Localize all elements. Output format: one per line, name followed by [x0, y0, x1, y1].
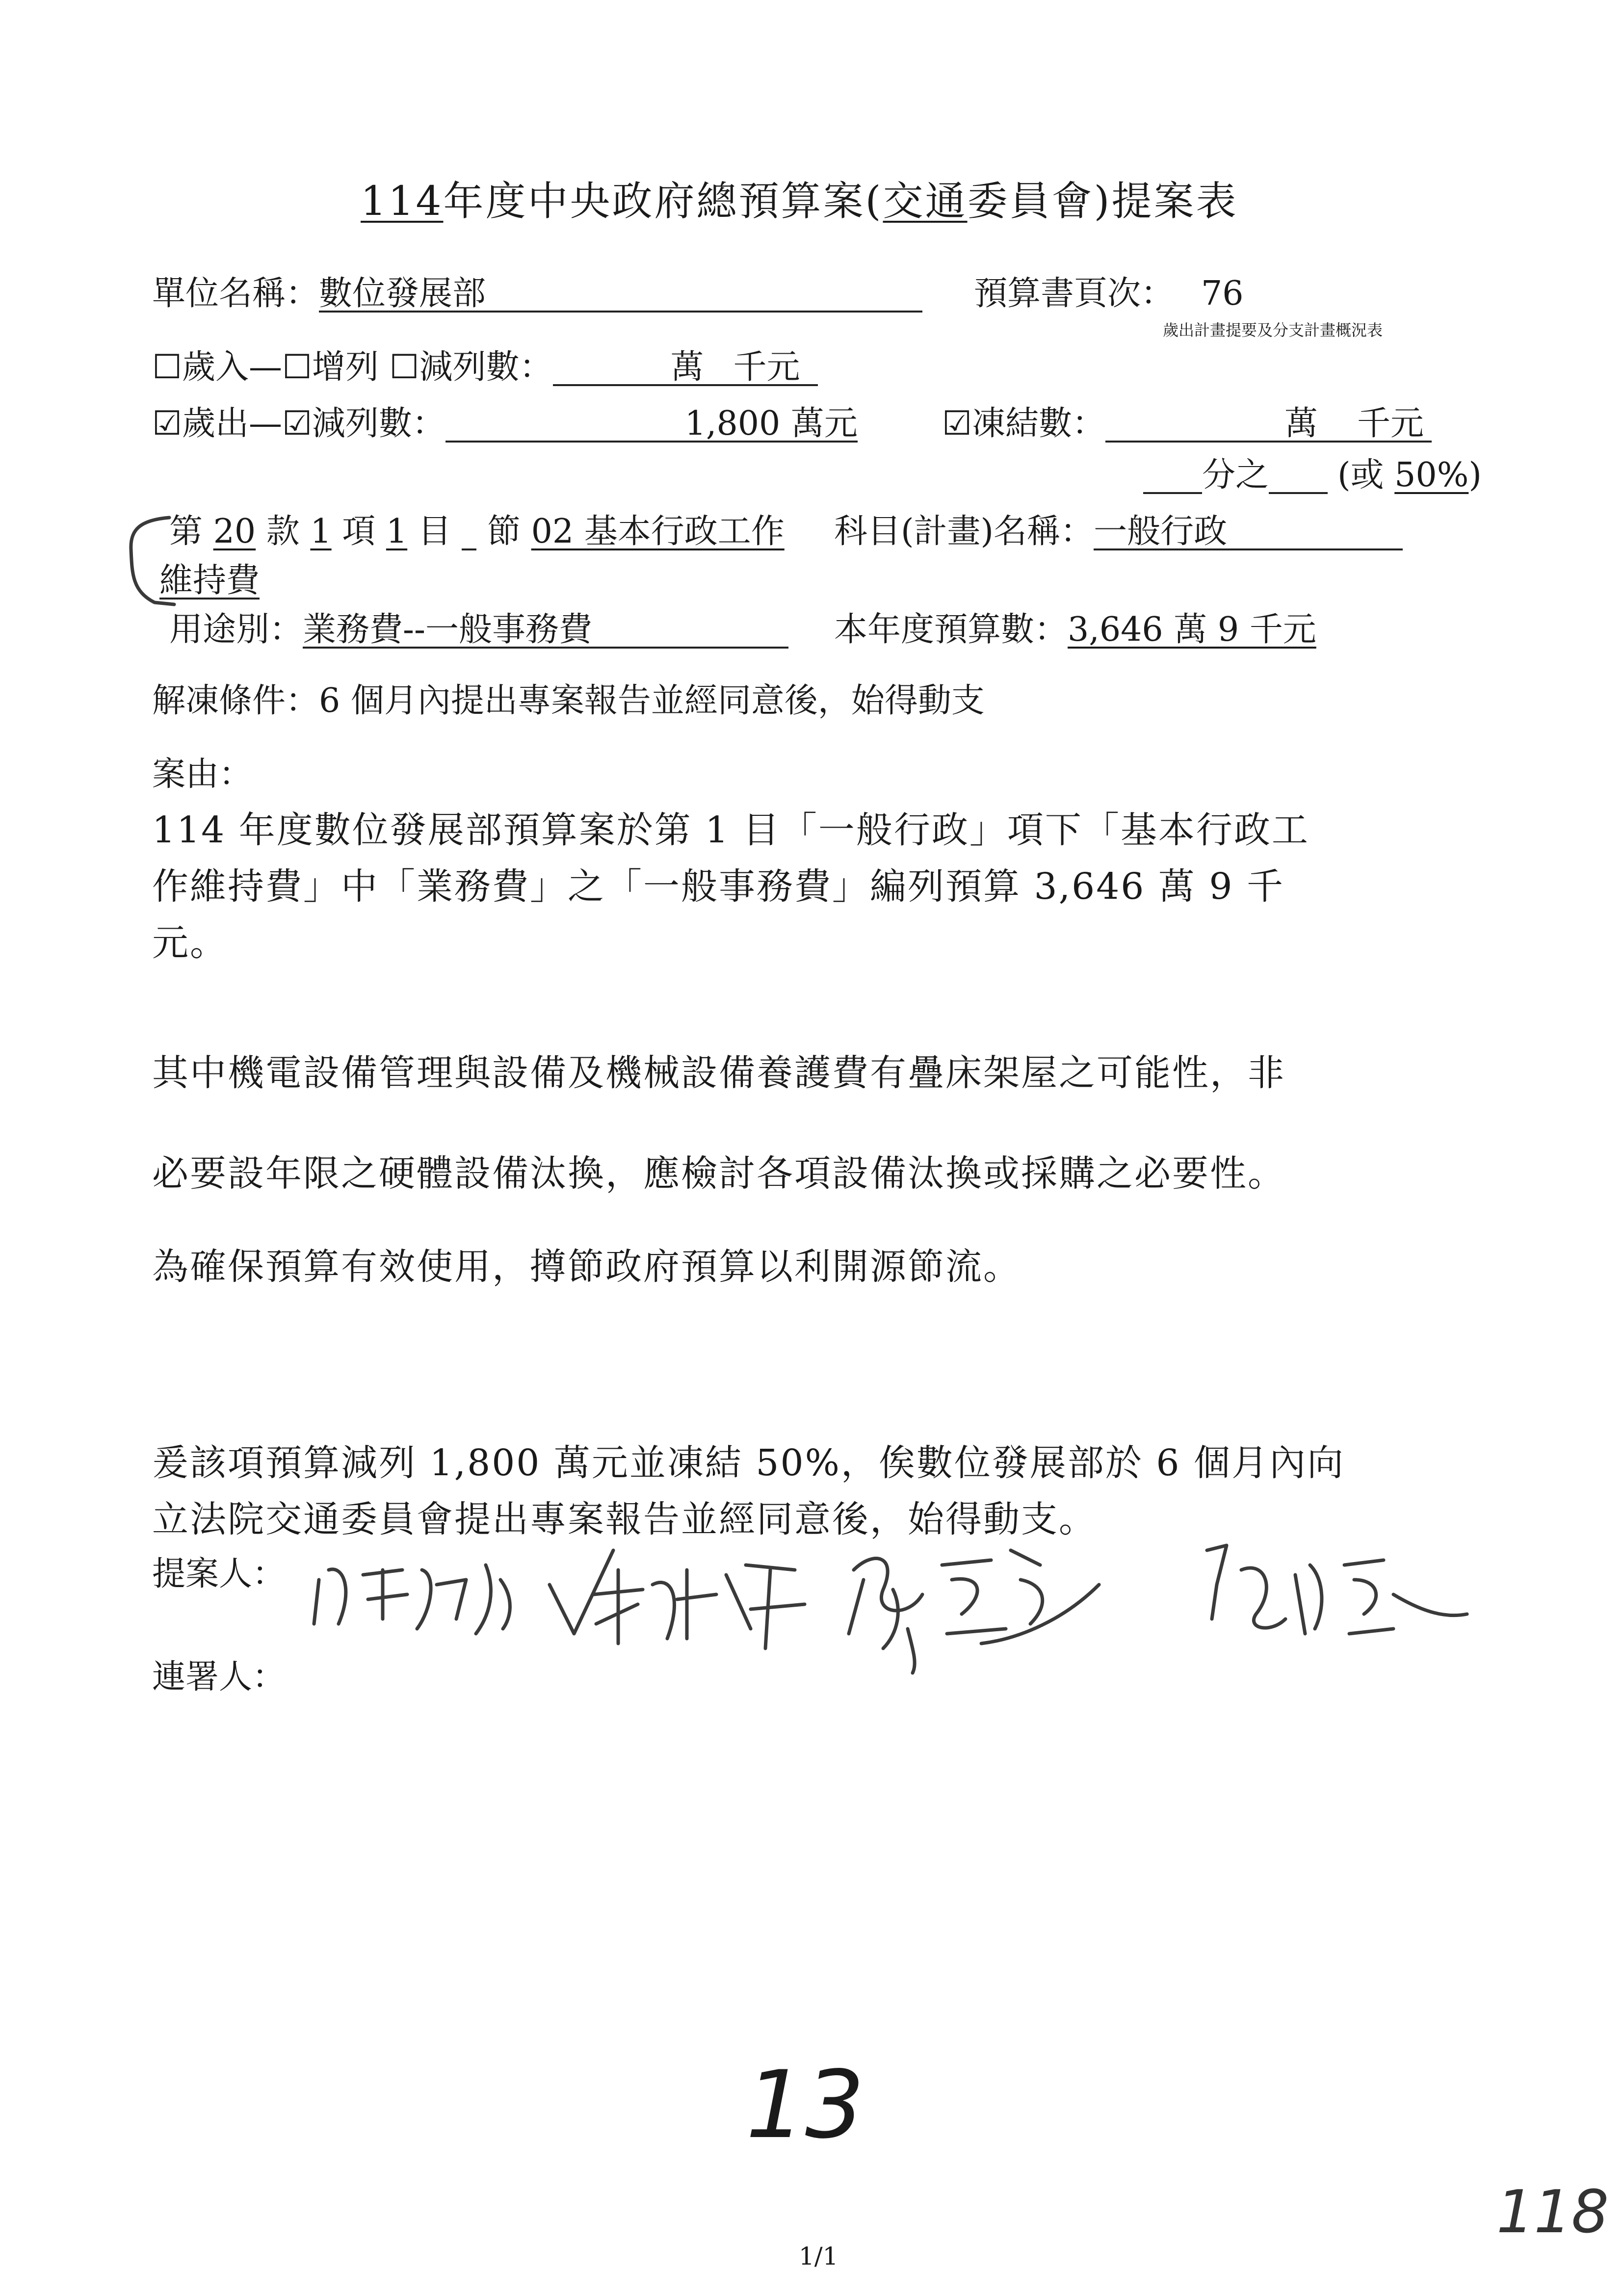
usage-value: 業務費--一般事務費 [303, 613, 788, 649]
proposer-label: 提案人： [152, 1555, 286, 1593]
signature-4 [1187, 1536, 1472, 1648]
reason-line: 立法院交通委員會提出專案報告並經同意後，始得動支。 [152, 1498, 1097, 1540]
freeze-label: ☑凍結數： [942, 404, 1105, 443]
section-row [169, 512, 785, 551]
reason-line: 114 年度數位發展部預算案於第 1 目「一般行政」項下「基本行政工 [152, 809, 1310, 851]
income-qian: 千元 [733, 348, 800, 387]
fraction-close: ) [1468, 456, 1482, 495]
section-mu: 1 [386, 512, 408, 551]
income-row [152, 348, 818, 387]
cosigner-label: 連署人： [152, 1658, 286, 1696]
reason-line: 為確保預算有效使用，撙節政府預算以利開源節流。 [152, 1246, 1021, 1288]
subject-row [834, 512, 1403, 551]
income-text: ☐歲入—☐增列 ☐減列數： [152, 348, 553, 387]
unfreeze-condition: 解凍條件：6 個月內提出專案報告並經同意後，始得動支 [152, 681, 985, 720]
section-jie: 02 基本行政工作 [531, 512, 785, 551]
section-kuan: 20 [213, 512, 256, 551]
page-footer: 1/1 [799, 2242, 838, 2270]
section-p4: 目 [407, 512, 462, 551]
section-blank [462, 515, 476, 550]
page-ref [974, 274, 1244, 313]
unit-label: 單位名稱： [152, 274, 319, 313]
section-xiang: 1 [310, 512, 332, 551]
page-note: 歲出計畫提要及分支計畫概況表 [1163, 321, 1383, 339]
signature-2 [540, 1531, 814, 1658]
section-p5: 節 [476, 512, 531, 551]
usage-row [169, 610, 788, 649]
subject-label: 科目(計畫)名稱： [834, 512, 1094, 551]
unit-row [152, 274, 922, 313]
budget-row [834, 610, 1316, 649]
page-label: 預算書頁次： [974, 274, 1175, 313]
income-wan: 萬 [670, 348, 704, 387]
subject-value-1: 一般行政 [1094, 515, 1403, 550]
handwritten-page-number: 118 [1496, 2178, 1609, 2246]
unit-value: 數位發展部 [319, 277, 922, 313]
signature-3 [834, 1521, 1109, 1678]
budget-value: 3,646 萬 9 千元 [1068, 610, 1316, 649]
reason-line: 作維持費」中「業務費」之「一般事務費」編列預算 3,646 萬 9 千 [152, 865, 1285, 908]
freeze-amount-blank [1105, 404, 1432, 443]
freeze-wan: 萬 [1284, 404, 1318, 443]
fraction-blank-1 [1143, 459, 1202, 494]
signature-1 [309, 1550, 530, 1648]
subject-value-2: 維持費 [159, 561, 260, 600]
freeze-row [942, 404, 1432, 443]
fraction-row [1143, 456, 1482, 495]
expense-amount: 1,800 萬元 [445, 407, 858, 443]
fraction-percent: 50% [1394, 456, 1469, 495]
budget-label: 本年度預算數： [834, 610, 1068, 649]
page-value: 76 [1201, 274, 1244, 313]
fraction-or: (或 [1337, 456, 1395, 495]
expense-text: ☑歲出—☑減列數： [152, 404, 445, 443]
freeze-qian: 千元 [1357, 404, 1424, 443]
reason-line: 元。 [152, 922, 228, 964]
section-p1: 第 [169, 512, 213, 551]
title-committee: 交通 [883, 178, 968, 225]
usage-label: 用途別： [169, 610, 303, 649]
page-title [361, 169, 1238, 227]
section-p2: 款 [256, 512, 311, 551]
fraction-blank-2 [1269, 459, 1328, 494]
reason-line: 其中機電設備管理與設備及機械設備養護費有疊床架屋之可能性，非 [152, 1052, 1285, 1094]
reason-line: 爰該項預算減列 1,800 萬元並凍結 50%，俟數位發展部於 6 個月內向 [152, 1442, 1345, 1484]
reason-line: 必要設年限之硬體設備汰換，應檢討各項設備汰換或採購之必要性。 [152, 1152, 1285, 1195]
title-year: 114 [361, 178, 444, 225]
section-p3: 項 [331, 512, 386, 551]
handwritten-number-13: 13 [746, 2051, 864, 2159]
fraction-fen: 分之 [1202, 456, 1269, 495]
title-part1: 年度中央政府總預算案( [443, 178, 883, 225]
title-part2: 委員會)提案表 [967, 178, 1238, 225]
expense-row [152, 404, 858, 443]
reason-label: 案由： [152, 755, 253, 794]
income-amount-blank [553, 348, 818, 387]
